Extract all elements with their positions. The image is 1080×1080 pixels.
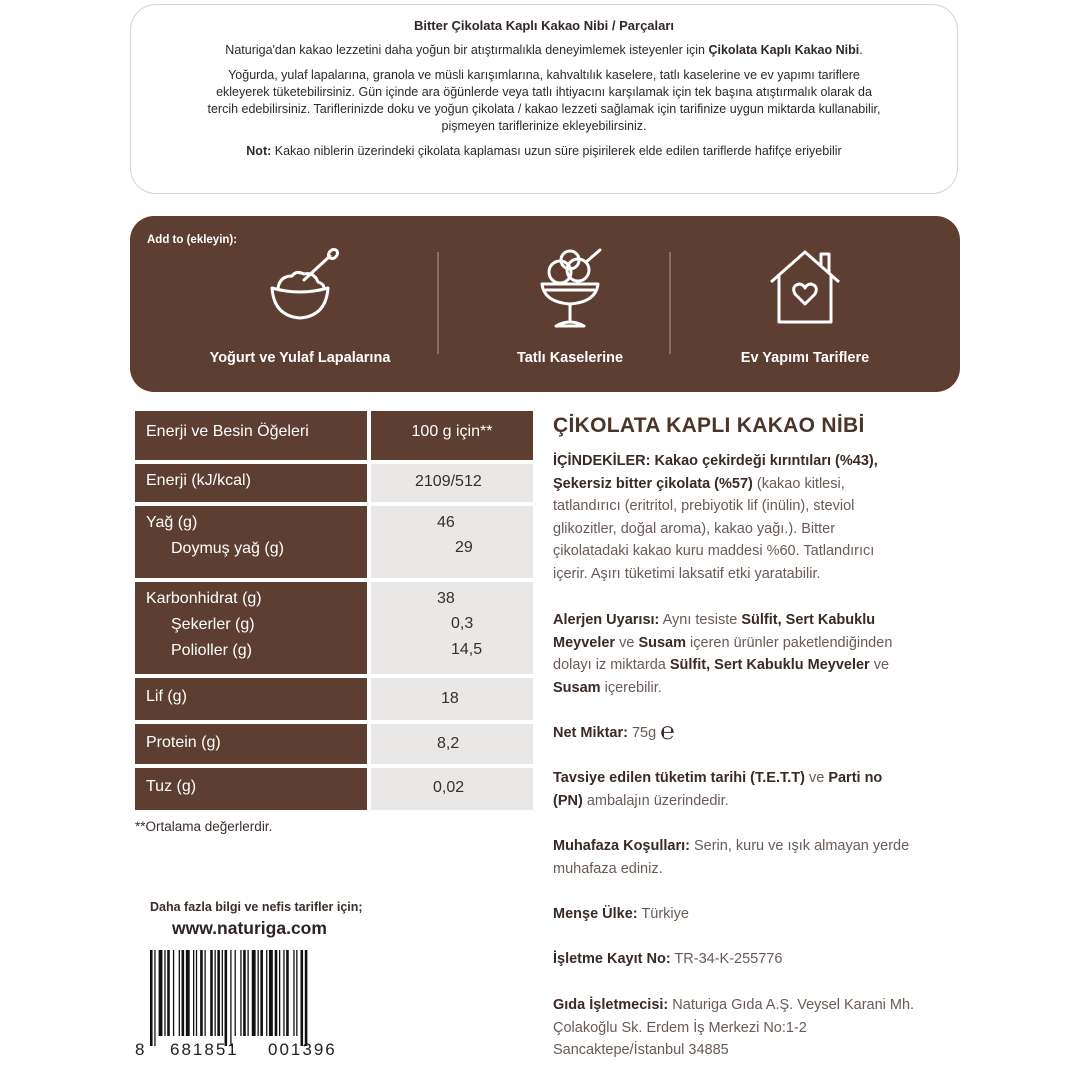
barcode-bar bbox=[258, 950, 259, 1036]
barcode-bar bbox=[159, 950, 163, 1036]
operator-block: Gıda İşletmecisi: Naturiga Gıda A.Ş. Veysel Karani Mh. Çolakoğlu Sk. Erdem İş Merkezi No:1-2 Sancaktepe/İstanbul 34885 bbox=[553, 997, 915, 1058]
nutrition-row-salt bbox=[135, 768, 533, 810]
barcode-bar bbox=[230, 950, 231, 1046]
fat-label: Yağ (g) bbox=[146, 514, 198, 531]
salt-cell bbox=[371, 768, 533, 810]
sat-fat-label: Doymuş yağ (g) bbox=[171, 540, 284, 557]
allergen-block: Alerjen Uyarısı: Aynı tesiste Sülfit, Sert Kabuklu Meyveler ve Susam içeren ürünler paketlendiğinden dolayı iz miktarda Sülfit, Sert Kabuklu Meyveler ve Susam içerebilir. bbox=[553, 612, 893, 696]
panel-divider bbox=[669, 252, 671, 354]
barcode-bar bbox=[296, 950, 297, 1036]
barcode-bar bbox=[154, 950, 155, 1046]
origin-block: Menşe Ülke: Türkiye bbox=[553, 906, 689, 922]
fat-values-cell bbox=[371, 506, 533, 578]
nutrition-header-row bbox=[135, 411, 533, 460]
fiber-cell bbox=[371, 678, 533, 720]
nutrition-row-fat bbox=[135, 506, 533, 578]
add-to-panel bbox=[130, 216, 960, 392]
product-title: ÇİKOLATA KAPLI KAKAO NİBİ bbox=[553, 414, 865, 437]
barcode-digits-left: 681851 bbox=[170, 1040, 239, 1059]
barcode-bar bbox=[173, 950, 174, 1036]
barcode-bar bbox=[275, 950, 278, 1036]
house-heart-icon bbox=[765, 246, 845, 328]
expiry-block: Tavsiye edilen tüketim tarihi (T.E.T.T) ve Parti no (PN) ambalajın üzerindedir. bbox=[553, 770, 883, 809]
ingredients-block: İÇİNDEKİLER: Kakao çekirdeği kırıntıları (%43), Şekersiz bitter çikolata (%57) (kakao kitlesi, tatlandırıcı (eritritol, prebiyotik lif (inülin), steviol glikozitler, doğal aroma), kakao yağı.). Bitter çikolatadaki kakao kuru maddesi %60. Tatlandırıcı içerir. Aşırı tüketimi laksatif etki yaratabilir. bbox=[553, 453, 878, 582]
salt-value: 0,02 bbox=[433, 779, 465, 796]
barcode-bar bbox=[305, 950, 308, 1046]
carb-value: 38 bbox=[437, 590, 455, 607]
description-usage: Yoğurda, yulaf lapalarına, granola ve müsli karışımlarına, kahvaltılık kaselere, tatlı kaselerine ve ev yapımı tariflere ekleyerek tüketebilirsiniz. Gün içinde ara öğünlerde veya tatlı ihtiyacını karşılamak için tek başına atıştırmalık olarak da tercih edebilirsiniz. Tariflerinizde doku ve yoğun çikolata / kakao lezzeti sağlamak için tarifinize uygun miktarda kullanabilir, pişmeyen tariflerinize ekleyebilirsiniz. bbox=[207, 68, 881, 133]
add-item-yogurt bbox=[190, 246, 410, 376]
barcode-bar bbox=[186, 950, 190, 1036]
nutrition-row-fiber bbox=[135, 678, 533, 720]
panel-divider bbox=[437, 252, 439, 354]
nutrition-table bbox=[135, 411, 533, 814]
barcode-bar bbox=[247, 950, 248, 1036]
nutrition-row-carb bbox=[135, 582, 533, 674]
barcode-bar bbox=[293, 950, 294, 1036]
fiber-value: 18 bbox=[441, 690, 459, 707]
barcode-bar bbox=[252, 950, 256, 1036]
add-to-label: Add to (ekleyin): bbox=[147, 234, 238, 246]
barcode-bar bbox=[196, 950, 197, 1036]
barcode-bar bbox=[210, 950, 213, 1036]
website-link[interactable]: www.naturiga.com bbox=[172, 918, 327, 938]
barcode-digits-right: 001396 bbox=[268, 1040, 337, 1059]
sat-fat-value: 29 bbox=[455, 539, 473, 556]
energy-value: 2109/512 bbox=[415, 473, 482, 490]
barcode-bar bbox=[260, 950, 263, 1036]
net-quantity: Net Miktar: 75g ℮ bbox=[553, 718, 675, 745]
barcode bbox=[150, 950, 365, 1046]
barcode-bar bbox=[182, 950, 185, 1036]
protein-value: 8,2 bbox=[437, 735, 460, 752]
barcode-bar bbox=[266, 950, 267, 1036]
fat-cell bbox=[135, 506, 367, 578]
barcode-bar bbox=[283, 950, 284, 1036]
barcode-bar bbox=[164, 950, 165, 1036]
nutrition-row-protein bbox=[135, 724, 533, 764]
nutrition-row-energy bbox=[135, 464, 533, 502]
ice-cream-cup-icon bbox=[530, 246, 610, 336]
energy-label: Enerji (kJ/kcal) bbox=[135, 464, 367, 502]
barcode-bar bbox=[279, 950, 280, 1036]
fiber-label: Lif (g) bbox=[135, 678, 367, 720]
barcode-bar bbox=[179, 950, 180, 1036]
description-title: Bitter Çikolata Kaplı Kakao Nibi / Parçaları bbox=[413, 18, 675, 33]
registration-block: İşletme Kayıt No: TR-34-K-255776 bbox=[553, 951, 783, 967]
barcode-bar bbox=[193, 950, 194, 1036]
more-info-text: Daha fazla bilgi ve nefis tarifler için; bbox=[150, 900, 363, 914]
barcode-bar bbox=[167, 950, 170, 1036]
nutrition-header-per100: 100 g için** bbox=[371, 411, 533, 460]
protein-cell bbox=[371, 724, 533, 764]
barcode-digit-first: 8 bbox=[135, 1040, 145, 1059]
energy-cell bbox=[371, 464, 533, 502]
nutrition-header-label: Enerji ve Besin Öğeleri bbox=[135, 411, 367, 460]
sugar-label: Şekerler (g) bbox=[171, 616, 255, 633]
fat-value: 46 bbox=[437, 514, 455, 531]
add-item-dessert bbox=[470, 246, 670, 376]
barcode-bar bbox=[240, 950, 241, 1036]
estimated-sign-icon: ℮ bbox=[660, 718, 675, 745]
barcode-bar bbox=[200, 950, 203, 1036]
carb-label: Karbonhidrat (g) bbox=[146, 590, 262, 607]
product-description-box bbox=[130, 4, 958, 194]
add-item-home-caption: Ev Yapımı Tariflere bbox=[740, 350, 870, 366]
average-values-note: **Ortalama değerlerdir. bbox=[135, 819, 273, 834]
barcode-bar bbox=[215, 950, 216, 1036]
barcode-bar bbox=[225, 950, 228, 1046]
carb-cell bbox=[135, 582, 367, 674]
barcode-bar bbox=[204, 950, 205, 1036]
barcode-bar bbox=[150, 950, 153, 1046]
salt-label: Tuz (g) bbox=[135, 768, 367, 810]
storage-block: Muhafaza Koşulları: Serin, kuru ve ışık almayan yerde muhafaza ediniz. bbox=[553, 838, 910, 877]
yogurt-bowl-icon bbox=[260, 246, 340, 326]
polyol-value: 14,5 bbox=[451, 641, 483, 658]
protein-label: Protein (g) bbox=[135, 724, 367, 764]
add-item-yogurt-caption: Yoğurt ve Yulaf Lapalarına bbox=[209, 350, 391, 366]
barcode-bar bbox=[301, 950, 304, 1046]
add-item-dessert-caption: Tatlı Kaselerine bbox=[516, 350, 624, 366]
barcode-bar bbox=[222, 950, 223, 1036]
barcode-bar bbox=[235, 950, 236, 1036]
barcode-bar bbox=[243, 950, 246, 1036]
barcode-bar bbox=[269, 950, 273, 1036]
polyol-label: Polioller (g) bbox=[171, 642, 252, 659]
barcode-bar bbox=[286, 950, 289, 1036]
carb-values-cell bbox=[371, 582, 533, 674]
description-note: Not: Kakao niblerin üzerindeki çikolata kaplaması uzun süre pişirilerek elde edilen tariflerde hafifçe eriyebilir bbox=[246, 144, 842, 158]
add-item-home bbox=[705, 246, 905, 376]
description-intro: Naturiga'dan kakao lezzetini daha yoğun bir atıştırmalıkla deneyimlemek isteyenler için Çikolata Kaplı Kakao Nibi. bbox=[225, 43, 863, 57]
sugar-value: 0,3 bbox=[451, 615, 474, 632]
barcode-bar bbox=[217, 950, 220, 1036]
